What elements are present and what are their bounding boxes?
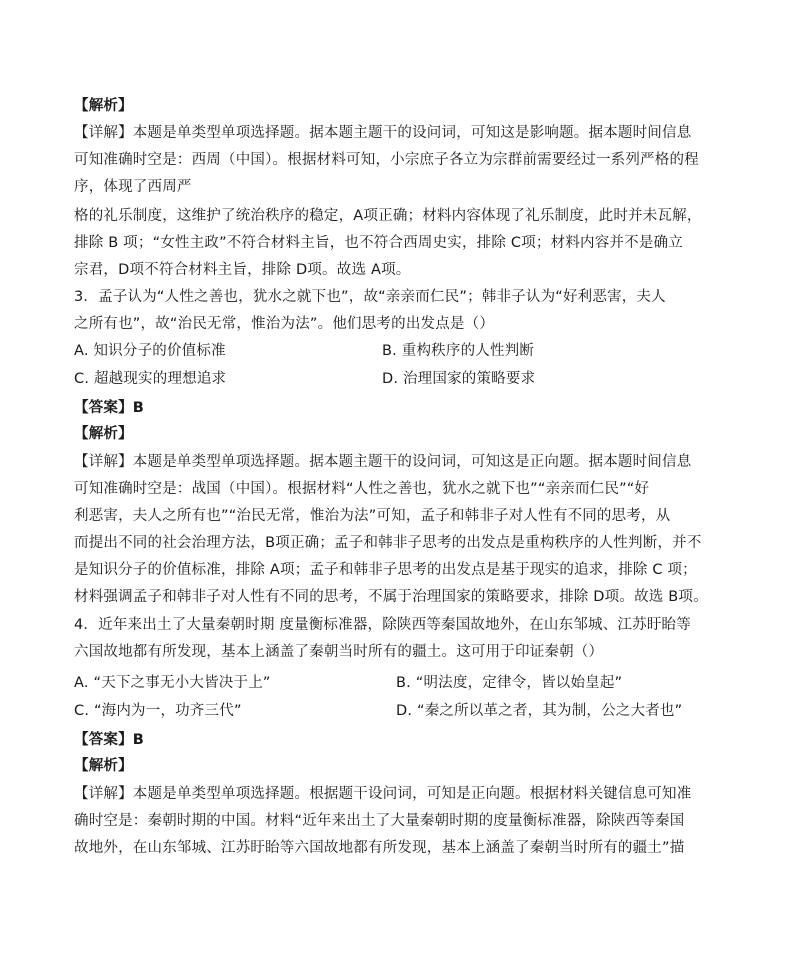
q3-analysis-label: 【解析】: [74, 426, 133, 442]
q4-detail-line: 【详解】本题是单类型单项选择题。根据题干设问词，可知是正向题。根据材料关键信息可知准: [74, 786, 692, 802]
q3-option-c: C. 超越现实的理想追求: [74, 371, 227, 387]
q2-detail-line: 排除 B 项；“女性主政”不符合材料主旨，也不符合西周史实，排除 C项；材料内容并不是确立: [74, 235, 683, 251]
q2-detail-line: 【详解】本题是单类型单项选择题。据本题主题干的设问词，可知这是影响题。据本题时间信息: [74, 125, 692, 141]
q4-stem-line: 4．近年来出土了大量秦朝时期 度量衡标准器，除陕西等秦国故地外，在山东邹城、江苏盱眙等: [74, 617, 691, 633]
q3-detail-line: 是知识分子的价值标准，排除 A项；孟子和韩非子思考的出发点是基于现实的追求，排除 C 项；: [74, 562, 697, 578]
q2-analysis-label: 【解析】: [74, 98, 133, 114]
q3-options-row: [74, 341, 714, 361]
q4-detail-line: 故地外，在山东邹城、江苏盱眙等六国故地都有所发现，基本上涵盖了秦朝当时所有的疆土”描: [74, 840, 685, 856]
q3-detail-line: 【详解】本题是单类型单项选择题。据本题主题干的设问词，可知这是正向题。据本题时间信息: [74, 454, 692, 470]
q4-option-d: D. “秦之所以革之者，其为制，公之大者也”: [396, 703, 683, 719]
q3-option-b: B. 重构秩序的人性判断: [382, 343, 535, 359]
q4-detail-line: 确时空是：秦朝时期的中国。材料“近年来出土了大量秦朝时期的度量衡标准器，除陕西等秦国: [74, 813, 685, 829]
q3-option-d: D. 治理国家的策略要求: [382, 371, 536, 387]
q3-answer: 【答案】B: [74, 400, 145, 416]
q4-option-a: A. “天下之事无小大皆决于上”: [74, 675, 271, 691]
q4-options-row: [74, 701, 714, 721]
q3-detail-line: 可知准确时空是：战国（中国）。根据材料“人性之善也，犹水之就下也”“亲亲而仁民”“好: [74, 481, 650, 497]
q4-option-b: B. “明法度，定律令，皆以始皇起”: [396, 675, 623, 691]
q3-options-row: [74, 369, 714, 389]
q2-detail-line: 格的礼乐制度，这维护了统治秩序的稳定，A项正确；材料内容体现了礼乐制度，此时并未瓦解，: [74, 208, 702, 224]
q3-detail-line: 利恶害，夫人之所有也”“治民无常，惟治为法”可知，孟子和韩非子对人性有不同的思考，从: [74, 508, 671, 524]
q2-detail-line: 宗君，D项不符合材料主旨，排除 D项。故选 A项。: [74, 262, 411, 278]
q3-detail-line: 材料强调孟子和韩非子对人性有不同的思考，不属于治理国家的策略要求，排除 D项。故选 B项。: [74, 589, 708, 605]
q4-analysis-label: 【解析】: [74, 758, 133, 774]
q2-detail-line: 序，体现了西周严: [74, 179, 192, 195]
q3-stem-line: 之所有也”，故“治民无常，惟治为法”。他们思考的出发点是（）: [74, 316, 495, 332]
q2-detail-line: 可知准确时空是：西周（中国）。根据材料可知，小宗庶子各立为宗群前需要经过一系列严格的程: [74, 152, 699, 168]
q3-stem-line: 3．孟子认为“人性之善也，犹水之就下也”，故“亲亲而仁民”；韩非子认为“好利恶害，夫人: [74, 289, 666, 305]
q4-stem-line: 六国故地都有所发现，基本上涵盖了秦朝当时所有的疆土。这可用于印证秦朝（）: [74, 644, 604, 660]
q3-option-a: A. 知识分子的价值标准: [74, 343, 226, 359]
q4-options-row: [74, 673, 714, 693]
q3-detail-line: 而提出不同的社会治理方法，B项正确；孟子和韩非子思考的出发点是重构秩序的人性判断，并不: [74, 535, 702, 551]
q4-answer: 【答案】B: [74, 732, 145, 748]
q4-option-c: C. “海内为一，功齐三代”: [74, 703, 242, 719]
